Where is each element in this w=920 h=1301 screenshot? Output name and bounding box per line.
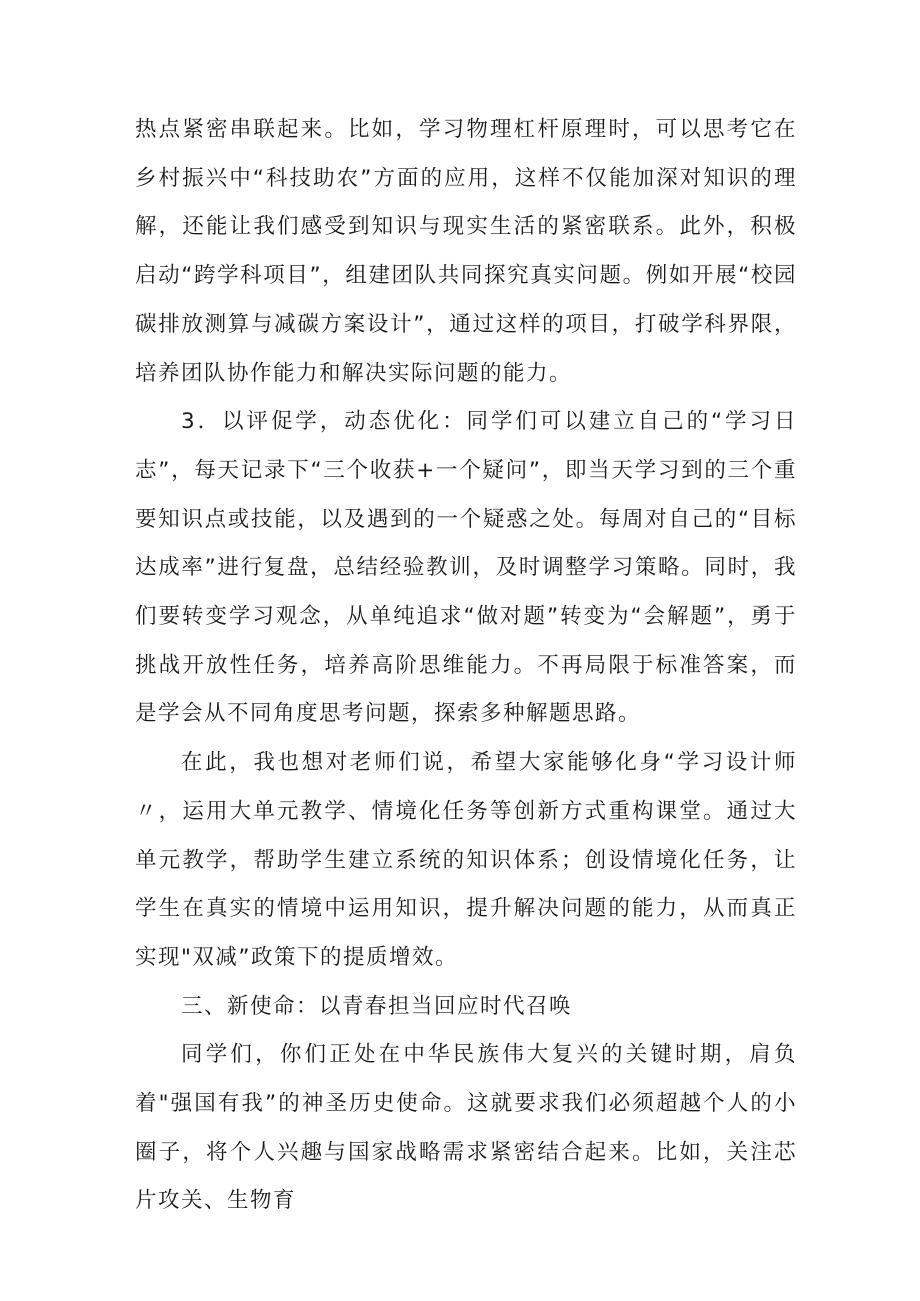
paragraph-evaluation: 3．以评促学，动态优化：同学们可以建立自己的“学习日志”，每天记录下“三个收获+一个疑问”，即当天学习到的三个重要知识点或技能，以及遇到的一个疑惑之处。每周对自己的“目标达成率”进行复盘，总结经验教训，及时调整学习策略。同时，我们要转变学习观念，从单纯追求“做对题”转变为“会解题”，勇于挑战开放性任务，培养高阶思维能力。不再局限于标准答案，而是学会从不同角度思考问题，探索多种解题思路。 bbox=[135, 409, 797, 727]
paragraph-teachers: 在此，我也想对老师们说，希望大家能够化身“学习设计师〃，运用大单元教学、情境化任务等创新方式重构课堂。通过大单元教学，帮助学生建立系统的知识体系；创设情境化任务，让学生在真实的情境中运用知识，提升解决问题的能力，从而真正实现"双减”政策下的提质增效。 bbox=[135, 750, 797, 970]
paragraph-continuation: 热点紧密串联起来。比如，学习物理杠杆原理时，可以思考它在乡村振兴中“科技助农”方面的应用，这样不仅能加深对知识的理解，还能让我们感受到知识与现实生活的紧密联系。此外，积极启动“跨学科项目”，组建团队共同探究真实问题。例如开展“校园碳排放测算与减碳方案设计”，通过这样的项目，打破学科界限，培养团队协作能力和解决实际问题的能力。 bbox=[135, 117, 797, 386]
section-heading: 三、新使命：以青春担当回应时代召唤 bbox=[181, 993, 573, 1019]
paragraph-mission: 同学们，你们正处在中华民族伟大复兴的关键时期，肩负着"强国有我”的神圣历史使命。这就要求我们必须超越个人的小圈子，将个人兴趣与国家战略需求紧密结合起来。比如，关注芯片攻关、生物育 bbox=[135, 1042, 797, 1214]
body-text bbox=[135, 106, 797, 1226]
